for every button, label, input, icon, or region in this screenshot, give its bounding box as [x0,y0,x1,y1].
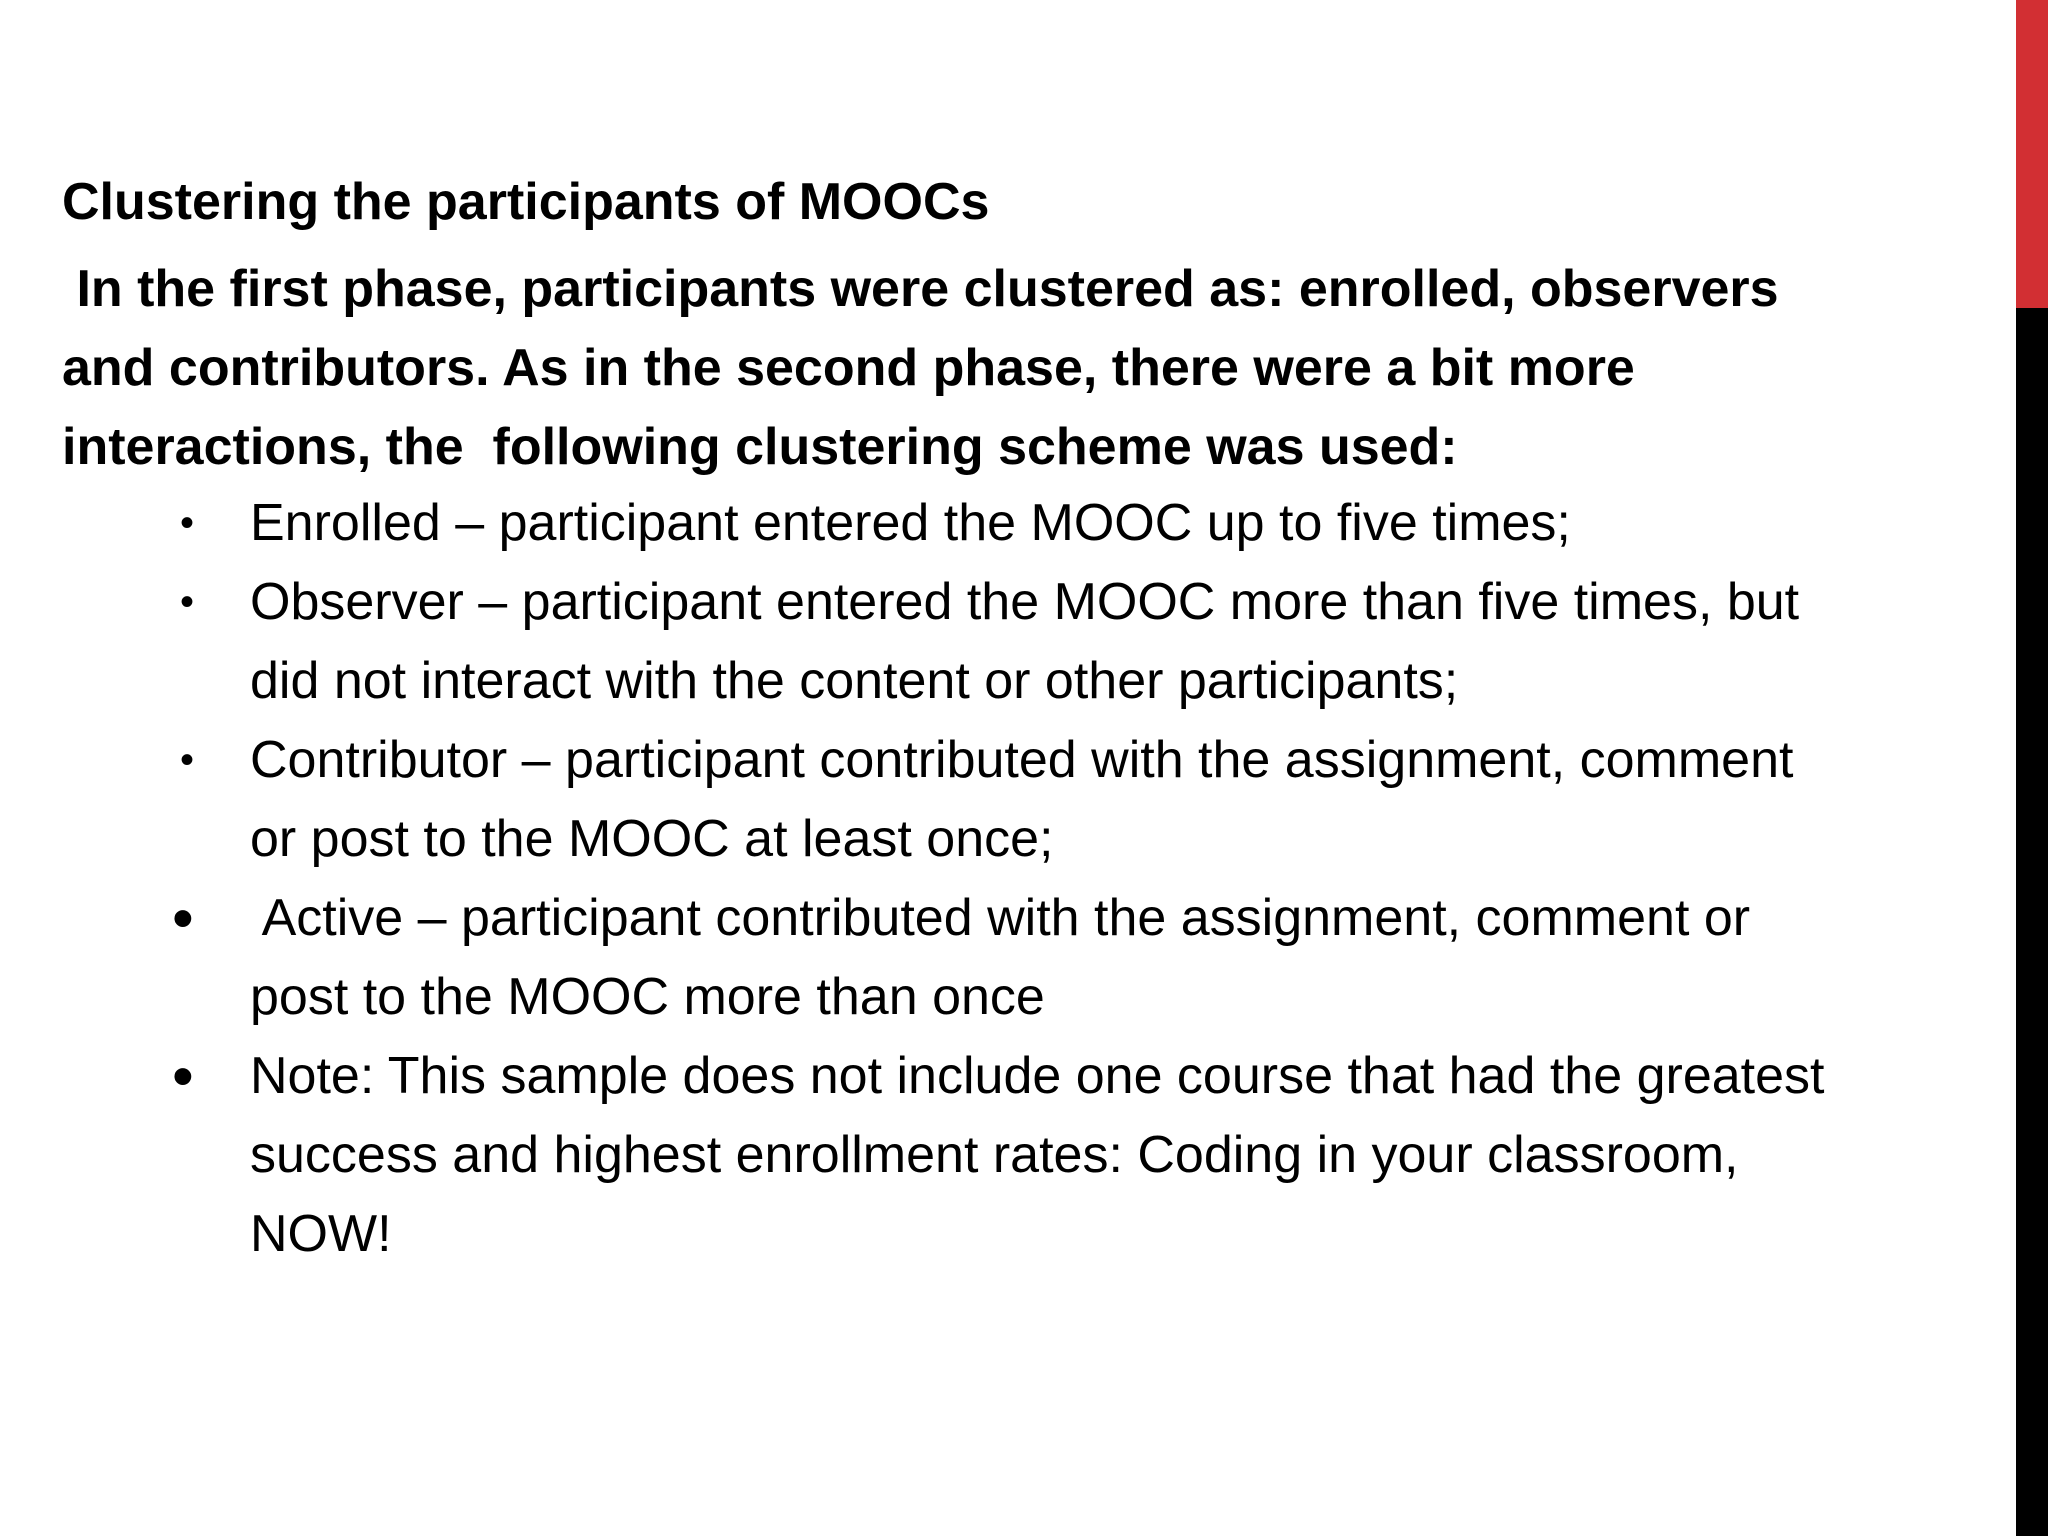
intro-line: and contributors. As in the second phase, there were a bit more [62,339,1635,397]
bullet-line: Active – participant contributed with the assignment, comment or [250,889,1751,947]
intro-line: In the first phase, participants were clustered as: enrolled, observers [62,260,1779,318]
bullet-item-note [0,1037,1824,1274]
accent-bar-black [2016,308,2048,1536]
intro-line: interactions, the following clustering scheme was used: [62,418,1458,476]
bullet-marker: • [180,501,195,545]
bullet-marker: • [180,738,195,782]
bullet-marker: • [180,580,195,624]
bullet-item-active [0,879,1824,1037]
bullet-line: Note: This sample does not include one course that had the greatest [250,1047,1825,1105]
bullet-item-enrolled [0,484,1824,563]
bullet-line: Contributor – participant contributed with the assignment, comment [250,731,1794,789]
bullet-item-observer [0,563,1824,721]
bullet-line: NOW! [250,1205,392,1263]
bullet-line: Observer – participant entered the MOOC more than five times, but [250,573,1800,631]
bullet-marker: • [172,1042,194,1111]
slide-title: Clustering the participants of MOOCs [62,173,990,231]
bullet-marker: • [172,884,194,953]
intro-paragraph [62,250,1962,487]
bullet-line: success and highest enrollment rates: Coding in your classroom, [250,1126,1739,1184]
bullet-list [0,484,1824,1274]
bullet-line: post to the MOOC more than once [250,968,1045,1026]
bullet-line: did not interact with the content or other participants; [250,652,1459,710]
accent-bar-red [2016,0,2048,308]
bullet-line: Enrolled – participant entered the MOOC up to five times; [250,494,1571,552]
bullet-line: or post to the MOOC at least once; [250,810,1054,868]
bullet-item-contributor [0,721,1824,879]
